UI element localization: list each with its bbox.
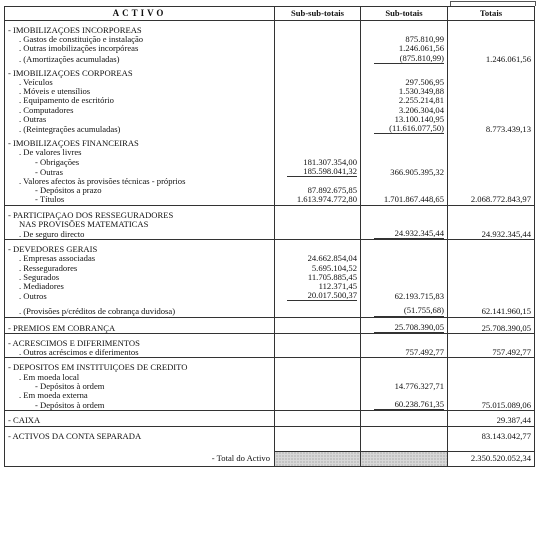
table-row: - Outras 185.598.041,32 366.905.395,32 (5, 167, 535, 177)
section-financeiras-title: - IMOBILIZAÇOES FINANCEIRAS (5, 139, 535, 148)
table-row: . Em moeda externa (5, 391, 535, 400)
header-sub-sub-totais: Sub-sub-totais (275, 7, 361, 21)
header-row (5, 7, 535, 21)
section-acrescimos-title: - ACRESCIMOS E DIFERIMENTOS (5, 339, 535, 348)
section-devedores-title: - DEVEDORES GERAIS (5, 245, 535, 254)
table-row: . Outras imobilizações incorpóreas 1.246.061,56 (5, 44, 535, 53)
section-total: 83.143.042,77 (448, 432, 535, 441)
section-total: 29.387,44 (448, 416, 535, 426)
table-row: . Segurados 11.705.885,45 (5, 273, 535, 282)
table-row: . Outras 13.100.140,95 (5, 115, 535, 124)
table-row: . Valores afectos às provisões técnicas - próprios (5, 177, 535, 186)
table-row: - Depósitos à ordem 60.238.761,35 75.015.089,06 (5, 400, 535, 411)
underlined-value: 20.017.500,37 (287, 291, 357, 301)
activo-table (4, 6, 535, 467)
section-depositos-title: - DEPOSITOS EM INSTITUIÇOES DE CREDITO (5, 363, 535, 372)
section-total: 24.932.345,44 (448, 229, 535, 240)
shaded-cell (275, 451, 361, 466)
underlined-value: 185.598.041,32 (287, 167, 357, 177)
underlined-value: (51.755,68) (374, 306, 444, 316)
table-row: . Outros 20.017.500,37 62.193.715,83 (5, 291, 535, 301)
section-corporeas-title: - IMOBILIZAÇOES CORPOREAS (5, 69, 535, 78)
section-resseguradores-title-2: NAS PROVISÕES MATEMATICAS (5, 220, 535, 229)
table-row: . Móveis e utensílios 1.530.349,88 (5, 87, 535, 96)
total-activo-row (5, 451, 535, 466)
section-total: 62.141.960,15 (448, 306, 535, 317)
underlined-value: 60.238.761,35 (374, 400, 444, 410)
section-total: 25.708.390,05 (448, 323, 535, 334)
total-activo-label: - Total do Activo (5, 451, 275, 466)
table-row: . Computadores 3.206.304,04 (5, 106, 535, 115)
shaded-cell (361, 451, 448, 466)
underlined-value: (875.810,99) (374, 54, 444, 64)
table-row: . Outros acréscimos e diferimentos 757.492,77 757.492,77 (5, 348, 535, 358)
table-row: . Equipamento de escritório 2.255.214,81 (5, 96, 535, 105)
section-total: 1.246.061,56 (448, 54, 535, 64)
section-total: 757.492,77 (448, 348, 535, 358)
table-row: - Depósitos à ordem 14.776.327,71 (5, 382, 535, 391)
table-row: . Empresas associadas 24.662.854,04 (5, 254, 535, 263)
table-row: . (Provisões p/créditos de cobrança duvidosa) (51.755,68) 62.141.960,15 (5, 306, 535, 317)
table-row: . (Amortizações acumuladas) (875.810,99) 1.246.061,56 (5, 54, 535, 64)
table-row: . Veículos 297.506,95 (5, 78, 535, 87)
table-row: . Gastos de constituição e instalação 875.810,99 (5, 35, 535, 44)
table-row: . De seguro directo 24.932.345,44 24.932.345,44 (5, 229, 535, 240)
section-caixa: - CAIXA 29.387,44 (5, 416, 535, 426)
table-row: . De valores livres (5, 148, 535, 157)
header-totais: Totais (448, 7, 535, 21)
section-incorporeas-title: - IMOBILIZAÇOES INCORPOREAS (5, 26, 535, 35)
underlined-value: 24.932.345,44 (374, 229, 444, 239)
total-activo-value: 2.350.520.052,34 (448, 451, 535, 466)
table-row: - Títulos 1.613.974.772,80 1.701.867.448,65 2.068.772.843,97 (5, 195, 535, 205)
table-row: . (Reintegrações acumuladas) (11.616.077,50) 8.773.439,13 (5, 124, 535, 134)
table-row: - Obrigações 181.307.354,00 (5, 158, 535, 167)
section-total: 75.015.089,06 (448, 400, 535, 411)
table-row: . Mediadores 112.371,45 (5, 282, 535, 291)
underlined-value: 25.708.390,05 (374, 323, 444, 333)
table-row: . Em moeda local (5, 373, 535, 382)
section-total: 2.068.772.843,97 (448, 195, 535, 205)
section-resseguradores-title: - PARTICIPAÇAO DOS RESSEGURADORES (5, 211, 535, 220)
header-sub-totais: Sub-totais (361, 7, 448, 21)
underlined-value: (11.616.077,50) (374, 124, 444, 134)
section-separada: - ACTIVOS DA CONTA SEPARADA 83.143.042,77 (5, 432, 535, 441)
table-row: . Resseguradores 5.695.104,52 (5, 264, 535, 273)
table-row: - Depósitos a prazo 87.892.675,85 (5, 186, 535, 195)
section-premios: - PREMIOS EM COBRANÇA 25.708.390,05 25.708.390,05 (5, 323, 535, 334)
section-total: 8.773.439,13 (448, 124, 535, 134)
header-activo: ACTIVO (5, 7, 275, 21)
